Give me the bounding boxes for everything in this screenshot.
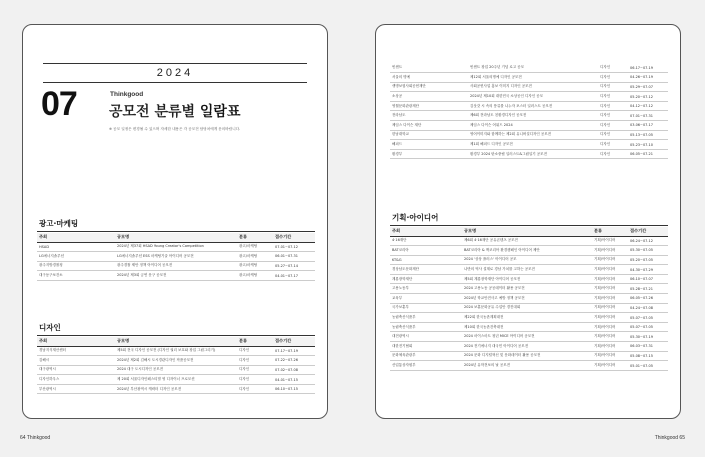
cell-category: 기획/아이디어	[592, 322, 628, 332]
cell-organizer: 부산광역시	[37, 384, 115, 394]
cell-contest: 2024 문화 디지털혁신 및 문화데이터 활용 공모전	[462, 351, 592, 361]
cell-organizer: 제임스 다이슨 재단	[390, 121, 468, 131]
cell-contest: 영어이미지와 함께하는 제2회 유니버설디자인 공모전	[468, 130, 598, 140]
cell-organizer: 계룡장학재단	[390, 274, 462, 284]
section-rule-idea	[390, 225, 668, 226]
cell-category: 기획/아이디어	[592, 274, 628, 284]
table-row	[390, 361, 668, 371]
cell-category: 광고/마케팅	[237, 242, 273, 252]
table-row	[390, 246, 668, 256]
cell-organizer: 농림축산식품부	[390, 313, 462, 323]
col-header-contest: 공모명	[115, 337, 237, 346]
cell-category: 기획/아이디어	[592, 265, 628, 275]
cell-period: 07.01~07.31	[628, 111, 668, 121]
table-row	[37, 375, 315, 385]
page-title	[109, 101, 240, 121]
cell-period: 06.03~07.31	[628, 342, 668, 352]
cell-organizer: 서울의 명예	[390, 73, 468, 83]
cell-category: 디자인	[237, 384, 273, 394]
cell-organizer: 경남지식재산센터	[37, 346, 115, 356]
cell-period: 06.10~07.15	[273, 384, 315, 394]
cell-period: 04.01~07.15	[273, 375, 315, 385]
table-row	[390, 342, 668, 352]
cell-period: 04.01~07.17	[273, 271, 315, 281]
cell-category: 기획/아이디어	[592, 342, 628, 352]
col-header-contest: 공모명	[462, 227, 592, 236]
cell-organizer: 빈센트	[390, 63, 468, 73]
col-header-organizer: 주최	[37, 337, 115, 346]
cell-organizer: 문화체육관광부	[390, 351, 462, 361]
col-header-period: 접수기간	[628, 227, 668, 236]
cell-contest: 제10회 한국농촌건축대전	[462, 322, 592, 332]
cell-contest: 2024년 제2회 김해시 도시경관디자인 작품공모전	[115, 356, 237, 366]
table-row	[390, 73, 668, 83]
cell-contest: 2024년 제3회 금연 문구 공모전	[115, 271, 237, 281]
table-row	[390, 303, 668, 313]
cell-contest: 제 20회 서울디자인페스티벌 영 디자이너 프로모션	[115, 375, 237, 385]
table-header-row	[37, 233, 315, 242]
table-row	[390, 274, 668, 284]
cell-contest: 2024 전기에너지 대국민 아이디어 공모전	[462, 342, 592, 352]
cell-category: 디자인	[598, 101, 628, 111]
table-row	[390, 111, 668, 121]
cell-organizer: 대전광역시	[390, 332, 462, 342]
cell-period: 04.30~07.29	[628, 265, 668, 275]
table-row	[390, 236, 668, 246]
cell-category: 디자인	[598, 121, 628, 131]
cell-category: 기획/아이디어	[592, 332, 628, 342]
cell-category: 디자인	[598, 130, 628, 140]
page-note: ※ 공모 일정은 변경될 수 있으며 자세한 내용은 각 공모전 담당처에게 문의바랍니다.	[109, 127, 241, 131]
table-row	[37, 261, 315, 271]
cell-contest: 2024 고용노동 공공데이터 활용 공모전	[462, 284, 592, 294]
right-page	[375, 24, 681, 419]
cell-organizer: 대구광역시	[37, 365, 115, 375]
table-row	[390, 92, 668, 102]
cell-period: 05.01~07.05	[628, 361, 668, 371]
cell-contest: 2024 '상상 플러스' 아이디어 공모	[462, 255, 592, 265]
cell-category: 디자인	[237, 375, 273, 385]
cell-contest: 빈센트 창업 20주년 기념 로고 공모	[468, 63, 598, 73]
idea-table	[390, 227, 668, 371]
cell-category: 광고/마케팅	[237, 271, 273, 281]
table-row	[390, 322, 668, 332]
table-row	[37, 356, 315, 366]
cell-organizer: 환경부	[390, 149, 468, 159]
cell-period: 06.24~07.12	[628, 236, 668, 246]
col-header-category: 분류	[592, 227, 628, 236]
table-row	[390, 101, 668, 111]
cell-organizer: 경상남도문화재단	[390, 265, 462, 275]
cell-period: 05.27~07.14	[273, 261, 315, 271]
cell-organizer: 영월문화관광재단	[390, 101, 468, 111]
cell-contest: 제6회 4·16재단 공유콘텐츠 공모전	[462, 236, 592, 246]
cell-category: 기획/아이디어	[592, 361, 628, 371]
col-header-organizer: 주최	[390, 227, 462, 236]
col-header-period: 접수기간	[273, 233, 315, 242]
cell-period: 06.05~07.26	[628, 294, 668, 304]
cell-category: 기획/아이디어	[592, 246, 628, 256]
cell-category: 기획/아이디어	[592, 303, 628, 313]
table-row	[390, 82, 668, 92]
marketing-table	[37, 233, 315, 281]
section-rule-marketing	[37, 231, 315, 232]
col-header-category: 분류	[237, 337, 273, 346]
cell-period: 06.01~07.31	[273, 252, 315, 262]
cell-period: 05.30~07.19	[628, 332, 668, 342]
cell-contest: 제5회 전국 디자인 공모전 (디자인 권리 보호와 창업 그림그리기)	[115, 346, 237, 356]
cell-category: 기획/아이디어	[592, 284, 628, 294]
table-row	[390, 313, 668, 323]
cell-period: 05.30~07.05	[628, 246, 668, 256]
cell-organizer: 산업통상자원부	[390, 361, 462, 371]
cell-organizer: LG에너지솔루션	[37, 252, 115, 262]
cell-period: 05.23~07.10	[628, 140, 668, 150]
chapter-number: 07	[41, 85, 77, 123]
cell-period: 07.17~07.19	[273, 346, 315, 356]
cell-contest: 2024년 제10회 대한민국 소상공인 디자인 공모	[468, 92, 598, 102]
cell-category: 기획/아이디어	[592, 255, 628, 265]
table-row	[37, 346, 315, 356]
table-row	[390, 255, 668, 265]
cell-category: 기획/아이디어	[592, 294, 628, 304]
cell-category: 디자인	[237, 365, 273, 375]
cell-period: 04.12~07.12	[628, 101, 668, 111]
cell-period: 06.10~07.07	[628, 274, 668, 284]
table-row	[390, 284, 668, 294]
table-row	[390, 130, 668, 140]
page-title-plain: 공모전 분류별	[109, 104, 196, 120]
table-row	[37, 365, 315, 375]
brand-label: Thinkgood	[110, 91, 144, 98]
cell-period: 07.02~07.08	[273, 365, 315, 375]
cell-organizer: 농림축산식품부	[390, 322, 462, 332]
table-row	[37, 271, 315, 281]
table-row	[390, 121, 668, 131]
cell-organizer: 한남대학교	[390, 130, 468, 140]
cell-contest: 제12회 서울의명예 디자인 공모전	[468, 73, 598, 83]
cell-contest: 제1회 해피드 디자인 공모전	[468, 140, 598, 150]
col-header-contest: 공모명	[115, 233, 237, 242]
cell-organizer: 대한전기협회	[390, 342, 462, 352]
cell-contest: 제5회 계룡장학재단 아이디어 공모전	[462, 274, 592, 284]
section-rule-design	[37, 335, 315, 336]
cell-organizer: 고용노동부	[390, 284, 462, 294]
cell-contest: 2024년 제37회 HSAD Young Creator's Competition	[115, 242, 237, 252]
cell-organizer: HSAD	[37, 242, 115, 252]
cell-period: 05.07~07.05	[628, 322, 668, 332]
cell-category: 디자인	[237, 346, 273, 356]
cell-organizer: 대구동구보건소	[37, 271, 115, 281]
cell-contest: 제6회 전라남도 친환경디자인 공모전	[468, 111, 598, 121]
cell-contest: 2024년 유학전보의 날 공모전	[462, 361, 592, 371]
section-title-marketing: 광고·마케팅	[39, 219, 79, 228]
cell-contest: 2024 보훈문화공유 수업안 경진대회	[462, 303, 592, 313]
left-page	[22, 24, 328, 419]
table-row	[390, 149, 668, 159]
cell-period: 05.08~07.15	[628, 351, 668, 361]
table-row	[390, 294, 668, 304]
cell-period: 05.07~07.05	[628, 313, 668, 323]
table-row	[37, 384, 315, 394]
cell-period: 03.06~07.17	[628, 121, 668, 131]
table-row	[390, 63, 668, 73]
table-header-row	[390, 227, 668, 236]
cell-category: 광고/마케팅	[237, 252, 273, 262]
cell-organizer: 해피드	[390, 140, 468, 150]
table-header-row	[37, 337, 315, 346]
cell-contest: 제22회 한국농촌계획대전	[462, 313, 592, 323]
cell-organizer: KT&G	[390, 255, 462, 265]
col-header-period: 접수기간	[273, 337, 315, 346]
table-row	[37, 242, 315, 252]
cell-organizer: 국가보훈부	[390, 303, 462, 313]
col-header-organizer: 주최	[37, 233, 115, 242]
cell-category: 디자인	[598, 73, 628, 83]
cell-period: 07.01~07.12	[273, 242, 315, 252]
table-row	[390, 351, 668, 361]
cell-organizer: 광주지방경찰청	[37, 261, 115, 271]
page-title-bold: 일람표	[199, 104, 241, 120]
cell-period: 04.26~07.19	[628, 73, 668, 83]
cell-contest: 김삿갓 시 속의 풍류를 나누자 포스터 일러스트 공모전	[468, 101, 598, 111]
cell-category: 디자인	[598, 92, 628, 102]
table-row	[37, 252, 315, 262]
cell-organizer: 소상공	[390, 92, 468, 102]
cell-organizer: 교육부	[390, 294, 462, 304]
cell-contest: 광주경찰 제안 정책 아이디어 공모전	[115, 261, 237, 271]
cell-category: 광고/마케팅	[237, 261, 273, 271]
cell-category: 기획/아이디어	[592, 313, 628, 323]
year-label: 2024	[156, 67, 194, 79]
cell-organizer: 디자인하우스	[37, 375, 115, 385]
cell-category: 디자인	[598, 63, 628, 73]
cell-category: 기획/아이디어	[592, 236, 628, 246]
section-title-design: 디자인	[39, 323, 61, 332]
design-table	[37, 337, 315, 394]
section-title-idea: 기획·아이디어	[392, 213, 439, 222]
cell-category: 기획/아이디어	[592, 351, 628, 361]
footer-right-page-number: Thinkgood 65	[654, 435, 685, 441]
year-bottom-rule	[43, 82, 307, 83]
cell-category: 디자인	[598, 149, 628, 159]
cell-organizer: 전라남도	[390, 111, 468, 121]
cell-organizer: 김해시	[37, 356, 115, 366]
cell-category: 디자인	[598, 111, 628, 121]
footer-left-page-number: 64 Thinkgood	[20, 435, 51, 441]
cell-organizer: 4·16재단	[390, 236, 462, 246]
cell-organizer: BAT코리아	[390, 246, 462, 256]
cell-contest: BAT코리아 & 핵코리아 환경캠페인 아이디어 제안	[462, 246, 592, 256]
cell-period: 05.28~07.21	[628, 284, 668, 294]
cell-contest: 2024년 부산광역시 캐릭터 디자인 공모전	[115, 384, 237, 394]
cell-contest: LG에너지솔루션 ESS 마케팅기술 아이디어 공모전	[115, 252, 237, 262]
cell-period: 05.20~07.05	[628, 255, 668, 265]
cell-period: 06.05~07.21	[628, 149, 668, 159]
cell-category: 디자인	[598, 82, 628, 92]
cell-period: 07.22~07.26	[273, 356, 315, 366]
cell-period: 06.17~07.19	[628, 63, 668, 73]
col-header-category: 분류	[237, 233, 273, 242]
cell-contest: 사회공헌사업 홍보 이미지 디자인 공모전	[468, 82, 598, 92]
table-row	[390, 332, 668, 342]
cell-period: 05.29~07.07	[628, 82, 668, 92]
cell-period: 04.24~07.08	[628, 303, 668, 313]
table-row	[390, 140, 668, 150]
cell-category: 디자인	[237, 356, 273, 366]
year-top-rule	[43, 63, 307, 64]
cell-contest: 2024년 학교안전사고 예방 정책 공모전	[462, 294, 592, 304]
cell-contest: 환경부 2024 탄소중립 일러스트&그림일기 공모전	[468, 149, 598, 159]
cell-organizer: 생명보험사회공헌재단	[390, 82, 468, 92]
cell-category: 디자인	[598, 140, 628, 150]
cell-contest: 2024 대구 도시디자인 공모전	[115, 365, 237, 375]
cell-contest: 제임스 다이슨 어워드 2024	[468, 121, 598, 131]
cell-contest: 나만의 역사 설계로 경남 가치를 고하는 공모전	[462, 265, 592, 275]
cell-period: 05.20~07.12	[628, 92, 668, 102]
cell-contest: 2024 마이스마트 청년 MICE 아이디어 공모전	[462, 332, 592, 342]
cell-period: 05.13~07.05	[628, 130, 668, 140]
table-row	[390, 265, 668, 275]
design-continued-table	[390, 63, 668, 159]
